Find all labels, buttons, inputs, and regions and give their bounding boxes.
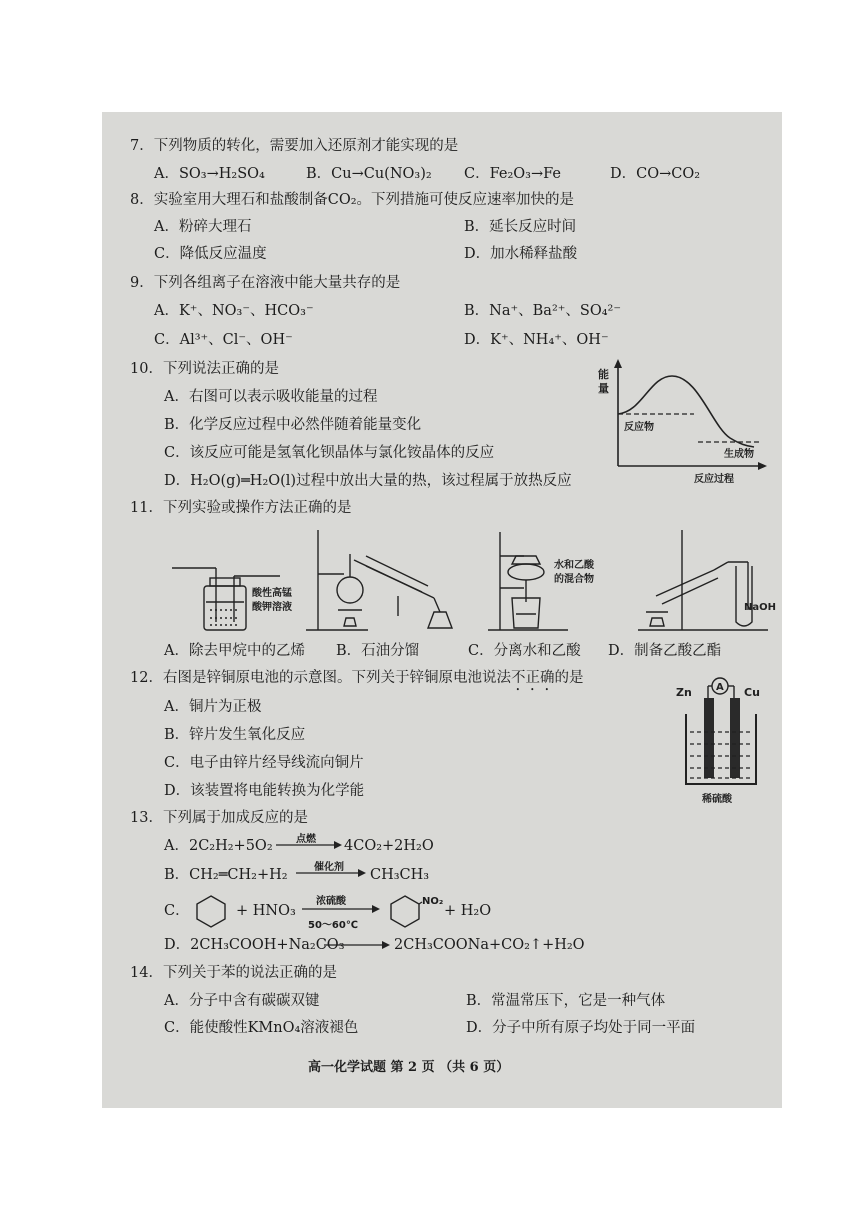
dilute-sulfuric-acid-label: 稀硫酸 (702, 794, 732, 805)
q13-option-b-reactants: B．CH₂═CH₂+H₂ (164, 867, 288, 883)
beaker (686, 714, 756, 784)
energy-axis-y-arrow (614, 359, 622, 368)
q7-option-d: D．CO→CO₂ (610, 166, 701, 182)
q14-option-d: D．分子中所有原子均处于同一平面 (466, 1020, 696, 1036)
q12-stem-emphasis: 不正确 (510, 670, 555, 686)
fig-c-label-line1: 水和乙酸 (554, 560, 594, 571)
q11-apparatus-figure (168, 526, 776, 636)
benzene-ring-icon (194, 894, 228, 928)
q11-option-d: D．制备乙酸乙酯 (608, 643, 722, 659)
zinc-electrode (704, 698, 714, 778)
q9-option-a: A．K⁺、NO₃⁻、HCO₃⁻ (154, 303, 314, 319)
ester-preparation-apparatus (638, 530, 768, 630)
q7-option-b: B．Cu→Cu(NO₃)₂ (306, 166, 432, 182)
q13-option-c-arrow (302, 892, 380, 932)
q7-option-a: A．SO₃→H₂SO₄ (154, 166, 265, 182)
reaction-arrow-icon (324, 940, 390, 950)
q13-option-a-condition: 点燃 (296, 834, 316, 845)
q7-stem: 7．下列物质的转化，需要加入还原剂才能实现的是 (130, 138, 459, 154)
q13-option-c-condition-bottom: 50～60℃ (308, 920, 358, 931)
q8-option-d: D．加水稀释盐酸 (464, 246, 578, 262)
nitrobenzene-ring-icon (388, 894, 422, 928)
copper-electrode (730, 698, 740, 778)
fig-a-label-line2: 酸钾溶液 (252, 602, 292, 613)
q14-option-c: C．能使酸性KMnO₄溶液褪色 (164, 1020, 359, 1036)
product-label: 生成物 (724, 449, 754, 460)
galvanic-cell-diagram (672, 674, 768, 810)
q14-option-a: A．分子中含有碳碳双键 (164, 993, 320, 1009)
q11-option-c: C．分离水和乙酸 (468, 643, 581, 659)
energy-curve (618, 376, 754, 447)
q14-option-b: B．常温常压下，它是一种气体 (466, 993, 666, 1009)
q10-option-a: A．右图可以表示吸收能量的过程 (164, 389, 378, 405)
q13-option-d-products: 2CH₃COONa+CO₂↑+H₂O (394, 937, 585, 953)
ammeter-label: A (716, 682, 724, 693)
gas-washing-bottle (172, 568, 280, 630)
energy-axis-x-arrow (758, 462, 767, 470)
q10-stem: 10．下列说法正确的是 (130, 361, 279, 377)
q12-stem-post: 的是 (554, 670, 584, 686)
q13-option-b-arrow (296, 858, 366, 878)
energy-axis-label-2: 量 (598, 382, 609, 395)
q11-option-b: B．石油分馏 (336, 643, 420, 659)
q9-option-b: B．Na⁺、Ba²⁺、SO₄²⁻ (464, 303, 622, 319)
q13-option-c-condition-top: 浓硫酸 (316, 896, 346, 907)
q13-option-a-reactants: A．2C₂H₂+5O₂ (164, 838, 273, 854)
q13-option-b-condition: 催化剂 (314, 862, 344, 873)
q12-stem (130, 669, 583, 694)
energy-axis-label-1: 能 (598, 368, 609, 381)
reactant-label: 反应物 (624, 422, 654, 433)
fig-d-naoh-label: NaOH (744, 602, 776, 613)
x-axis-label: 反应过程 (694, 474, 734, 485)
q9-option-c: C．Al³⁺、Cl⁻、OH⁻ (154, 332, 293, 348)
q13-option-a-products: 4CO₂+2H₂O (344, 838, 434, 854)
q8-stem: 8．实验室用大理石和盐酸制备CO₂。下列措施可使反应速率加快的是 (130, 192, 575, 208)
zinc-label: Zn (676, 686, 692, 699)
q13-option-c-prefix: C． (164, 903, 190, 919)
q8-option-b: B．延长反应时间 (464, 219, 577, 235)
copper-label: Cu (744, 686, 760, 699)
q12-option-a: A．铜片为正极 (164, 699, 262, 715)
q11-option-a: A．除去甲烷中的乙烯 (164, 643, 305, 659)
energy-diagram (594, 356, 770, 486)
fig-c-label-line2: 的混合物 (554, 574, 594, 585)
q10-option-c: C．该反应可能是氢氧化钡晶体与氯化铵晶体的反应 (164, 445, 495, 461)
q12-stem-pre: 12．右图是锌铜原电池的示意图。下列关于锌铜原电池说法 (130, 670, 511, 686)
q10-option-d: D．H₂O(g)═H₂O(l)过程中放出大量的热，该过程属于放热反应 (164, 473, 572, 489)
exam-page (102, 112, 782, 1108)
q8-option-c: C．降低反应温度 (154, 246, 267, 262)
q12-option-c: C．电子由锌片经导线流向铜片 (164, 755, 364, 771)
reaction-arrow-icon (302, 904, 380, 914)
q14-stem: 14．下列关于苯的说法正确的是 (130, 965, 337, 981)
q9-stem: 9．下列各组离子在溶液中能大量共存的是 (130, 275, 401, 291)
q13-option-c-reagent: + HNO₃ (236, 903, 296, 919)
q13-option-c-water: + H₂O (444, 903, 492, 919)
q9-option-d: D．K⁺、NH₄⁺、OH⁻ (464, 332, 609, 348)
page-footer: 高一化学试题 第 2 页 （共 6 页） (308, 1060, 510, 1075)
reaction-arrow-icon (276, 840, 342, 850)
q13-stem: 13．下列属于加成反应的是 (130, 810, 308, 826)
fig-a-label-line1: 酸性高锰 (252, 588, 292, 599)
q13-option-d-reactants: D．2CH₃COOH+Na₂CO₃ (164, 937, 345, 953)
q12-option-b: B．锌片发生氧化反应 (164, 727, 306, 743)
q8-option-a: A．粉碎大理石 (154, 219, 252, 235)
q13-option-a-arrow (276, 830, 342, 850)
distillation-apparatus (306, 530, 452, 630)
q11-stem: 11．下列实验或操作方法正确的是 (130, 500, 352, 516)
reaction-arrow-icon (296, 868, 366, 878)
electrolyte-lines (690, 732, 752, 778)
q7-option-c: C．Fe₂O₃→Fe (464, 166, 561, 182)
q13-option-b-products: CH₃CH₃ (370, 867, 430, 883)
q12-option-d: D．该装置将电能转换为化学能 (164, 783, 365, 799)
q10-option-b: B．化学反应过程中必然伴随着能量变化 (164, 417, 422, 433)
q13-option-c-nitro-group: NO₂ (422, 896, 444, 907)
